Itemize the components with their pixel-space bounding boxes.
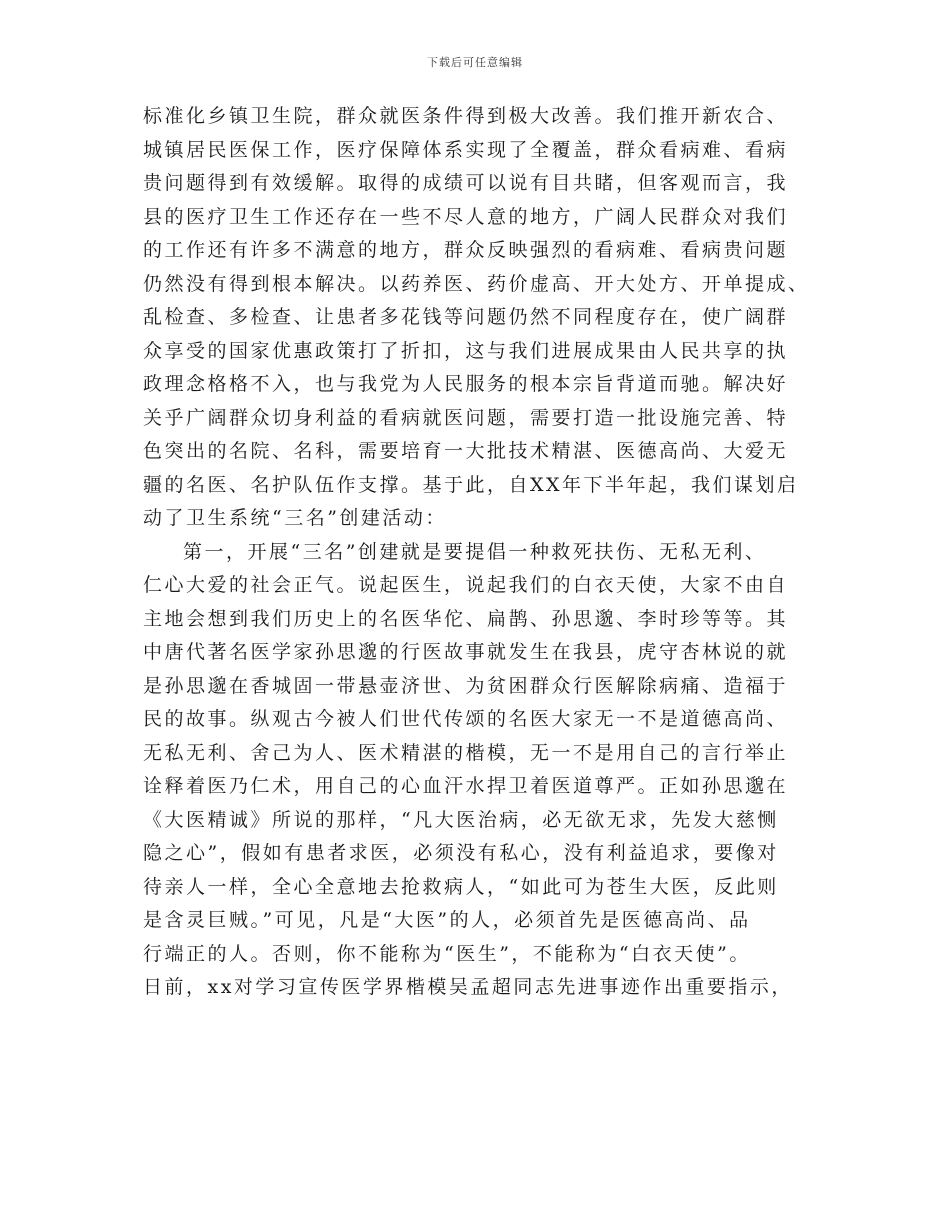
text-line: 日前，xx对学习宣传医学界楷模吴孟超同志先进事迹作出重要指示， [143, 976, 793, 998]
text-line: 无私无利、舍己为人、医术精湛的楷模，无一不是用自己的言行举止 [143, 741, 789, 764]
paragraph-first-line: 第一，开展“三名”创建就是要提倡一种救死扶伤、无私无利、 [183, 540, 767, 563]
text-line: 民的故事。纵观古今被人们世代传颂的名医大家无一不是道德高尚、 [143, 708, 789, 730]
text-line: 疆的名医、名护队伍作支撑。基于此，自XX年下半年起，我们谋划启 [143, 473, 799, 496]
text-line: 中唐代著名医学家孙思邈的行医故事就发生在我县，虎守杏林说的就 [143, 641, 789, 663]
text-line: 是孙思邈在香城固一带悬壶济世、为贫困群众行医解除病痛、造福于 [143, 674, 789, 697]
text-line: 城镇居民医保工作，医疗保障体系实现了全覆盖，群众看病难、看病 [143, 138, 789, 161]
text-line: 贵问题得到有效缓解。取得的成绩可以说有目共睹，但客观而言，我 [143, 172, 789, 194]
text-line: 隐之心”，假如有患者求医，必须没有私心，没有利益追求，要像对 [143, 842, 779, 864]
text-line: 仁心大爱的社会正气。说起医生，说起我们的白衣天使，大家不由自 [143, 574, 789, 596]
document-body [143, 100, 810, 1005]
text-line: 行端正的人。否则，你不能称为“医生”，不能称为“白衣天使”。 [143, 942, 751, 965]
text-line: 《大医精诚》所说的那样，“凡大医治病，必无欲无求，先发大慈恻 [143, 808, 779, 831]
text-line: 主地会想到我们历史上的名医华佗、扁鹊、孙思邈、李时珍等等。其 [143, 607, 789, 630]
text-line: 仍然没有得到根本解决。以药养医、药价虚高、开大处方、开单提成、 [143, 272, 810, 295]
text-line: 众享受的国家优惠政策打了折扣，这与我们进展成果由人民共享的执 [143, 339, 789, 362]
text-line: 乱检查、多检查、让患者多花钱等问题仍然不同程度存在，使广阔群 [143, 306, 789, 328]
text-line: 待亲人一样，全心全意地去抢救病人，“如此可为苍生大医，反此则 [143, 875, 779, 898]
text-line: 的工作还有许多不满意的地方，群众反映强烈的看病难、看病贵问题 [143, 239, 789, 261]
text-line: 色突出的名院、名科，需要培育一大批技术精湛、医德高尚、大爱无 [143, 440, 789, 462]
text-line: 县的医疗卫生工作还存在一些不尽人意的地方，广阔人民群众对我们 [143, 205, 789, 228]
page-header: 下载后可任意编辑 [427, 56, 523, 69]
text-line: 诠释着医乃仁术，用自己的心血汗水捍卫着医道尊严。正如孙思邈在 [143, 775, 789, 797]
text-line: 是含灵巨贼。”可见，凡是“大医”的人，必须首先是医德高尚、品 [143, 909, 751, 931]
text-line: 动了卫生系统“三名”创建活动： [143, 507, 447, 529]
text-line: 关乎广阔群众切身利益的看病就医问题，需要打造一批设施完善、特 [143, 406, 789, 429]
text-line: 标准化乡镇卫生院，群众就医条件得到极大改善。我们推开新农合、 [143, 105, 789, 127]
text-line: 政理念格格不入，也与我党为人民服务的根本宗旨背道而驰。解决好 [143, 373, 789, 395]
